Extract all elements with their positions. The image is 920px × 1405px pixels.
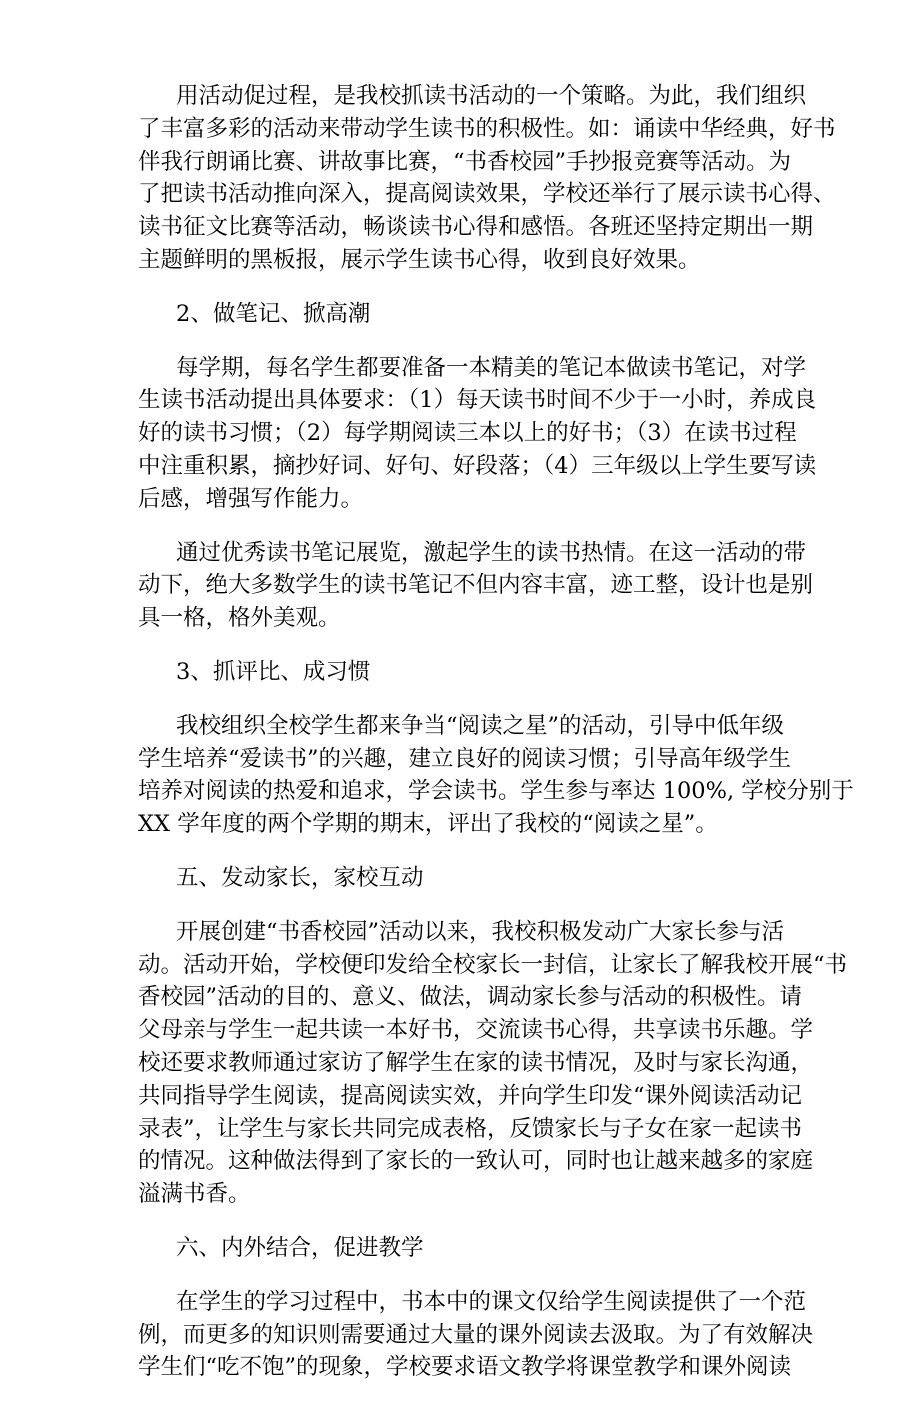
text-line: 通过优秀读书笔记展览，激起学生的读书热情。在这一活动的带 [176, 539, 807, 566]
text-line: 后感，增强写作能力。 [138, 485, 364, 512]
section-heading-evaluation [138, 656, 798, 689]
text-line: 例，而更多的知识则需要通过大量的课外阅读去汲取。为了有效解决 [138, 1321, 814, 1348]
paragraph-reading-notes [138, 352, 817, 516]
text-line: XX 学年度的两个学期的期末，评出了我校的“阅读之星”。 [138, 811, 718, 838]
text-line: 好的读书习惯；（2）每学期阅读三本以上的好书；（3）在读书过程 [138, 420, 797, 447]
heading-text: 3、抓评比、成习惯 [176, 658, 371, 685]
text-line: 溢满书香。 [138, 1181, 251, 1208]
heading-text: 2、做笔记、掀高潮 [176, 300, 371, 327]
paragraph-notes-exhibition [138, 537, 814, 635]
text-line: 开展创建“书香校园”活动以来，我校积极发动广大家长参与活 [176, 918, 785, 945]
text-line: 用活动促过程，是我校抓读书活动的一个策略。为此，我们组织 [176, 83, 807, 109]
heading-text: 六、内外结合，促进教学 [176, 1234, 424, 1261]
text-line: 中注重积累，摘抄好词、好句、好段落；（4）三年级以上学生要写读 [138, 452, 817, 479]
text-line: 父母亲与学生一起共读一本好书，交流读书心得，共享读书乐趣。学 [138, 1017, 814, 1044]
heading-text: 五、发动家长，家校互动 [176, 864, 424, 891]
text-line: 在学生的学习过程中，书本中的课文仅给学生阅读提供了一个范 [176, 1288, 807, 1315]
text-line: 学生培养“爱读书”的兴趣，建立良好的阅读习惯；引导高年级学生 [138, 745, 792, 772]
text-line: 学生们“吃不饱”的现象，学校要求语文教学将课堂教学和课外阅读 [138, 1354, 792, 1381]
text-line: 我校组织全校学生都来争当“阅读之星”的活动，引导中低年级 [176, 712, 785, 739]
text-line: 主题鲜明的黑板报，展示学生读书心得，收到良好效果。 [138, 246, 701, 273]
text-line: 香校园”活动的目的、意义、做法，调动家长参与活动的积极性。请 [138, 984, 803, 1011]
text-line: 的情况。这种做法得到了家长的一致认可，同时也让越来越多的家庭 [138, 1148, 814, 1175]
paragraph-inside-outside [138, 1286, 814, 1384]
section-heading-notes [138, 298, 798, 331]
text-line: 动下，绝大多数学生的读书笔记不但内容丰富，迹工整，设计也是别 [138, 572, 814, 599]
text-line: 具一格，格外美观。 [138, 605, 341, 632]
document-page [138, 80, 854, 1405]
paragraph-reading-star [138, 710, 854, 841]
text-line: 了把读书活动推向深入，提高阅读效果，学校还举行了展示读书心得、 [138, 181, 836, 208]
text-line: 读书征文比赛等活动，畅谈读书心得和感悟。各班还坚持定期出一期 [138, 214, 814, 241]
paragraph-activity-strategy [138, 80, 836, 277]
text-line: 校还要求教师通过家访了解学生在家的读书情况，及时与家长沟通， [138, 1049, 814, 1076]
text-line: 动。活动开始，学校便印发给全校家长一封信，让家长了解我校开展“书 [138, 951, 848, 978]
section-heading-teaching [138, 1232, 798, 1265]
section-heading-parents [138, 862, 798, 895]
text-line: 录表”，让学生与家长共同完成表格，反馈家长与子女在家一起读书 [138, 1115, 803, 1142]
text-line: 了丰富多彩的活动来带动学生读书的积极性。如：诵读中华经典，好书 [138, 115, 836, 142]
text-line: 每学期，每名学生都要准备一本精美的笔记本做读书笔记，对学 [176, 354, 807, 381]
text-line: 生读书活动提出具体要求：（1）每天读书时间不少于一小时，养成良 [138, 387, 817, 414]
text-line: 伴我行朗诵比赛、讲故事比赛，“书香校园”手抄报竞赛等活动。为 [138, 148, 792, 175]
text-line: 培养对阅读的热爱和追求，学会读书。学生参与率达 100%, 学校分别于 [138, 778, 854, 805]
paragraph-home-school [138, 916, 848, 1211]
text-line: 共同指导学生阅读，提高阅读实效，并向学生印发“课外阅读活动记 [138, 1082, 803, 1109]
